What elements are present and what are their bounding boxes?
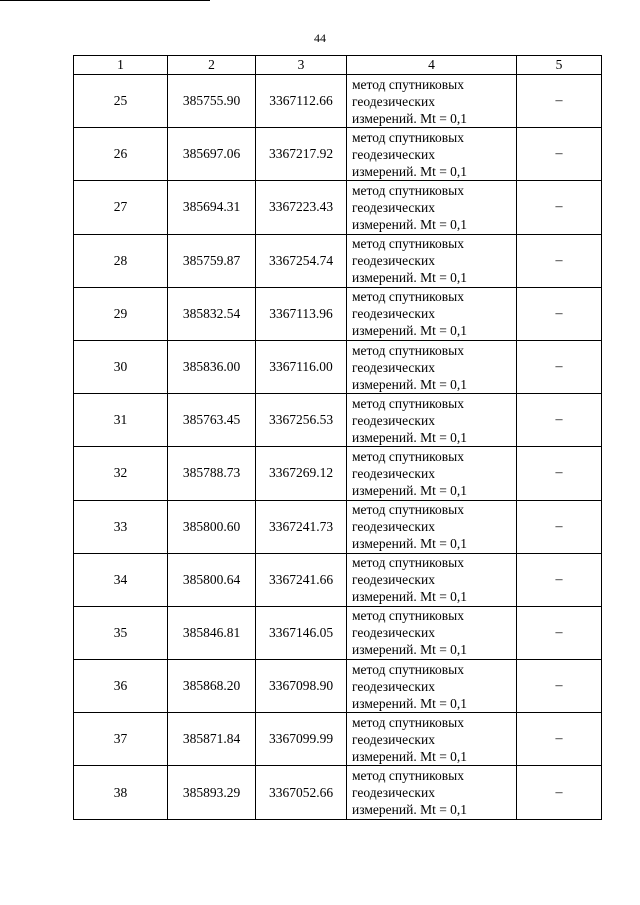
method-line: геодезических	[352, 146, 435, 162]
y-coordinate-cell: 3367217.92	[256, 128, 347, 181]
method-line: измерений. Mt = 0,1	[352, 695, 468, 711]
note-cell: –	[517, 447, 602, 500]
x-coordinate-cell: 385868.20	[168, 660, 256, 713]
method-line: измерений. Mt = 0,1	[352, 429, 468, 445]
method-line: метод спутниковых	[352, 129, 464, 145]
y-coordinate-cell: 3367146.05	[256, 606, 347, 659]
table-row	[74, 553, 602, 606]
method-line: измерений. Mt = 0,1	[352, 642, 468, 658]
method-cell	[347, 394, 517, 447]
header-col-2: 2	[168, 56, 256, 75]
y-coordinate-cell: 3367241.66	[256, 553, 347, 606]
x-coordinate-cell: 385800.64	[168, 553, 256, 606]
method-line: измерений. Mt = 0,1	[352, 589, 468, 605]
y-coordinate-cell: 3367223.43	[256, 181, 347, 234]
table-row	[74, 447, 602, 500]
x-coordinate-cell: 385697.06	[168, 128, 256, 181]
x-coordinate-cell: 385759.87	[168, 234, 256, 287]
method-line: метод спутниковых	[352, 555, 464, 571]
method-line: метод спутниковых	[352, 448, 464, 464]
method-line: геодезических	[352, 519, 435, 535]
y-coordinate-cell: 3367113.96	[256, 287, 347, 340]
table-row	[74, 606, 602, 659]
method-line: измерений. Mt = 0,1	[352, 802, 468, 818]
note-cell: –	[517, 606, 602, 659]
method-cell	[347, 75, 517, 128]
method-line: метод спутниковых	[352, 342, 464, 358]
x-coordinate-cell: 385846.81	[168, 606, 256, 659]
table-row	[74, 181, 602, 234]
header-col-4: 4	[347, 56, 517, 75]
method-cell	[347, 606, 517, 659]
method-line: измерений. Mt = 0,1	[352, 163, 468, 179]
table-row	[74, 766, 602, 819]
point-number-cell: 31	[74, 394, 168, 447]
x-coordinate-cell: 385755.90	[168, 75, 256, 128]
point-number-cell: 33	[74, 500, 168, 553]
note-cell: –	[517, 75, 602, 128]
method-line: геодезических	[352, 785, 435, 801]
header-col-5: 5	[517, 56, 602, 75]
method-line: измерений. Mt = 0,1	[352, 110, 468, 126]
table-row	[74, 128, 602, 181]
method-line: геодезических	[352, 625, 435, 641]
y-coordinate-cell: 3367052.66	[256, 766, 347, 819]
note-cell: –	[517, 128, 602, 181]
x-coordinate-cell: 385694.31	[168, 181, 256, 234]
table-row	[74, 287, 602, 340]
x-coordinate-cell: 385788.73	[168, 447, 256, 500]
point-number-cell: 25	[74, 75, 168, 128]
header-col-3: 3	[256, 56, 347, 75]
method-cell	[347, 287, 517, 340]
coordinates-table	[73, 55, 602, 820]
method-line: метод спутниковых	[352, 395, 464, 411]
table-row	[74, 75, 602, 128]
method-cell	[347, 128, 517, 181]
point-number-cell: 34	[74, 553, 168, 606]
method-line: измерений. Mt = 0,1	[352, 482, 468, 498]
method-cell	[347, 234, 517, 287]
x-coordinate-cell: 385836.00	[168, 340, 256, 393]
table-row	[74, 394, 602, 447]
note-cell: –	[517, 500, 602, 553]
y-coordinate-cell: 3367254.74	[256, 234, 347, 287]
table-row	[74, 660, 602, 713]
method-line: метод спутниковых	[352, 289, 464, 305]
method-cell	[347, 660, 517, 713]
method-cell	[347, 553, 517, 606]
method-line: измерений. Mt = 0,1	[352, 323, 468, 339]
table-row	[74, 500, 602, 553]
x-coordinate-cell: 385871.84	[168, 713, 256, 766]
method-line: измерений. Mt = 0,1	[352, 216, 468, 232]
point-number-cell: 28	[74, 234, 168, 287]
point-number-cell: 38	[74, 766, 168, 819]
method-cell	[347, 181, 517, 234]
note-cell: –	[517, 394, 602, 447]
method-line: метод спутниковых	[352, 608, 464, 624]
method-line: измерений. Mt = 0,1	[352, 270, 468, 286]
method-line: метод спутниковых	[352, 768, 464, 784]
point-number-cell: 36	[74, 660, 168, 713]
note-cell: –	[517, 234, 602, 287]
method-cell	[347, 340, 517, 393]
y-coordinate-cell: 3367112.66	[256, 75, 347, 128]
method-cell	[347, 500, 517, 553]
method-line: геодезических	[352, 253, 435, 269]
method-line: геодезических	[352, 678, 435, 694]
method-line: геодезических	[352, 731, 435, 747]
method-line: метод спутниковых	[352, 236, 464, 252]
method-line: метод спутниковых	[352, 661, 464, 677]
point-number-cell: 30	[74, 340, 168, 393]
note-cell: –	[517, 553, 602, 606]
method-cell	[347, 713, 517, 766]
note-cell: –	[517, 287, 602, 340]
method-line: геодезических	[352, 359, 435, 375]
method-line: геодезических	[352, 465, 435, 481]
x-coordinate-cell: 385832.54	[168, 287, 256, 340]
method-cell	[347, 447, 517, 500]
table-row	[74, 713, 602, 766]
y-coordinate-cell: 3367098.90	[256, 660, 347, 713]
point-number-cell: 26	[74, 128, 168, 181]
y-coordinate-cell: 3367256.53	[256, 394, 347, 447]
method-line: геодезических	[352, 572, 435, 588]
method-line: измерений. Mt = 0,1	[352, 376, 468, 392]
method-line: метод спутниковых	[352, 714, 464, 730]
method-line: геодезических	[352, 199, 435, 215]
table-row	[74, 234, 602, 287]
method-line: метод спутниковых	[352, 76, 464, 92]
method-line: геодезических	[352, 93, 435, 109]
method-line: геодезических	[352, 306, 435, 322]
note-cell: –	[517, 766, 602, 819]
method-line: измерений. Mt = 0,1	[352, 536, 468, 552]
method-cell	[347, 766, 517, 819]
note-cell: –	[517, 340, 602, 393]
method-line: геодезических	[352, 412, 435, 428]
method-line: метод спутниковых	[352, 502, 464, 518]
header-row	[74, 56, 602, 75]
x-coordinate-cell: 385763.45	[168, 394, 256, 447]
y-coordinate-cell: 3367099.99	[256, 713, 347, 766]
method-line: метод спутниковых	[352, 182, 464, 198]
note-cell: –	[517, 660, 602, 713]
header-col-1: 1	[74, 56, 168, 75]
y-coordinate-cell: 3367241.73	[256, 500, 347, 553]
x-coordinate-cell: 385893.29	[168, 766, 256, 819]
note-cell: –	[517, 713, 602, 766]
y-coordinate-cell: 3367269.12	[256, 447, 347, 500]
point-number-cell: 35	[74, 606, 168, 659]
point-number-cell: 29	[74, 287, 168, 340]
note-cell: –	[517, 181, 602, 234]
method-line: измерений. Mt = 0,1	[352, 748, 468, 764]
y-coordinate-cell: 3367116.00	[256, 340, 347, 393]
top-left-rule	[0, 0, 210, 1]
x-coordinate-cell: 385800.60	[168, 500, 256, 553]
point-number-cell: 27	[74, 181, 168, 234]
point-number-cell: 32	[74, 447, 168, 500]
page-number: 44	[314, 31, 326, 45]
table-row	[74, 340, 602, 393]
point-number-cell: 37	[74, 713, 168, 766]
